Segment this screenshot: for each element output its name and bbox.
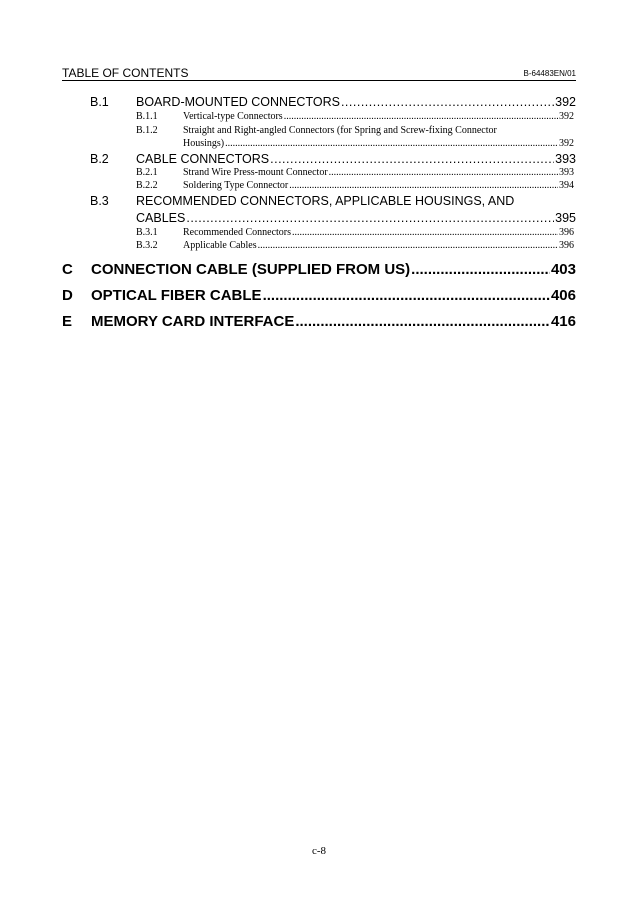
toc-entry-b3[interactable] bbox=[90, 193, 576, 209]
toc-page: 392 bbox=[555, 95, 576, 109]
toc-entry-d[interactable] bbox=[62, 286, 576, 306]
toc-letter: E bbox=[62, 313, 73, 330]
toc-title: Applicable Cables bbox=[183, 240, 257, 251]
toc-entry-b32[interactable] bbox=[136, 239, 574, 252]
dot-leader bbox=[411, 260, 550, 280]
toc-entry-b2[interactable] bbox=[90, 151, 576, 167]
toc-entry-e[interactable] bbox=[62, 312, 576, 332]
toc-title-line2: Housings) bbox=[183, 138, 225, 149]
toc-title: BOARD-MOUNTED CONNECTORS bbox=[136, 95, 340, 109]
toc-number: B.3.2 bbox=[136, 240, 158, 251]
toc-number: B.3.1 bbox=[136, 227, 158, 238]
toc-page: 392 bbox=[559, 138, 574, 149]
document-number: B-64483EN/01 bbox=[523, 69, 576, 78]
dot-leader bbox=[225, 137, 558, 150]
dot-leader bbox=[341, 94, 554, 110]
toc-page: 406 bbox=[550, 287, 576, 304]
dot-leader bbox=[263, 286, 550, 306]
toc-number: B.3 bbox=[90, 194, 109, 208]
toc-title: Recommended Connectors bbox=[183, 227, 292, 238]
toc-page: 393 bbox=[555, 152, 576, 166]
toc-number: B.1.1 bbox=[136, 111, 158, 122]
toc-number: B.2.2 bbox=[136, 180, 158, 191]
toc-entry-b12[interactable] bbox=[136, 124, 574, 137]
toc-title: Soldering Type Connector bbox=[183, 180, 289, 191]
toc-page: 403 bbox=[550, 261, 576, 278]
toc-entry-b21[interactable] bbox=[136, 166, 574, 179]
running-header bbox=[62, 66, 576, 81]
dot-leader bbox=[292, 226, 558, 239]
toc-title: CABLE CONNECTORS bbox=[136, 152, 270, 166]
toc-title: MEMORY CARD INTERFACE bbox=[91, 313, 295, 330]
page-number: c-8 bbox=[311, 845, 327, 857]
toc-page: 394 bbox=[559, 180, 574, 191]
toc-letter: D bbox=[62, 287, 73, 304]
toc-entry-b1[interactable] bbox=[90, 94, 576, 110]
dot-leader bbox=[270, 151, 554, 167]
toc-entry-c[interactable] bbox=[62, 260, 576, 280]
dot-leader bbox=[329, 166, 558, 179]
toc-number: B.1.2 bbox=[136, 125, 158, 136]
dot-leader bbox=[284, 110, 558, 123]
toc-title: Vertical-type Connectors bbox=[183, 111, 283, 122]
toc-number: B.2.1 bbox=[136, 167, 158, 178]
toc-title: OPTICAL FIBER CABLE bbox=[91, 287, 262, 304]
dot-leader bbox=[295, 312, 550, 332]
toc-letter: C bbox=[62, 261, 73, 278]
dot-leader bbox=[186, 210, 554, 226]
toc-title-line1: RECOMMENDED CONNECTORS, APPLICABLE HOUSINGS, AND bbox=[136, 194, 515, 208]
toc-entry-b31[interactable] bbox=[136, 226, 574, 239]
toc-page: 396 bbox=[559, 240, 574, 251]
toc-entry-b12-cont[interactable] bbox=[136, 137, 574, 150]
toc-entry-b11[interactable] bbox=[136, 110, 574, 123]
dot-leader bbox=[289, 179, 558, 192]
toc-entry-b22[interactable] bbox=[136, 179, 574, 192]
toc-page: 416 bbox=[550, 313, 576, 330]
toc-page: 395 bbox=[555, 211, 576, 225]
toc-page: 392 bbox=[559, 111, 574, 122]
toc-title-line2: CABLES bbox=[136, 211, 186, 225]
toc-page: 393 bbox=[559, 167, 574, 178]
toc-title-line1: Straight and Right-angled Connectors (for Spring and Screw-fixing Connector bbox=[183, 125, 497, 136]
toc-title: CONNECTION CABLE (SUPPLIED FROM US) bbox=[91, 261, 411, 278]
toc-title: Strand Wire Press-mount Connector bbox=[183, 167, 328, 178]
header-title: TABLE OF CONTENTS bbox=[62, 66, 189, 80]
dot-leader bbox=[258, 239, 558, 252]
toc-entry-b3-cont[interactable] bbox=[90, 210, 576, 226]
toc-number: B.1 bbox=[90, 95, 109, 109]
toc-number: B.2 bbox=[90, 152, 109, 166]
toc-page: 396 bbox=[559, 227, 574, 238]
